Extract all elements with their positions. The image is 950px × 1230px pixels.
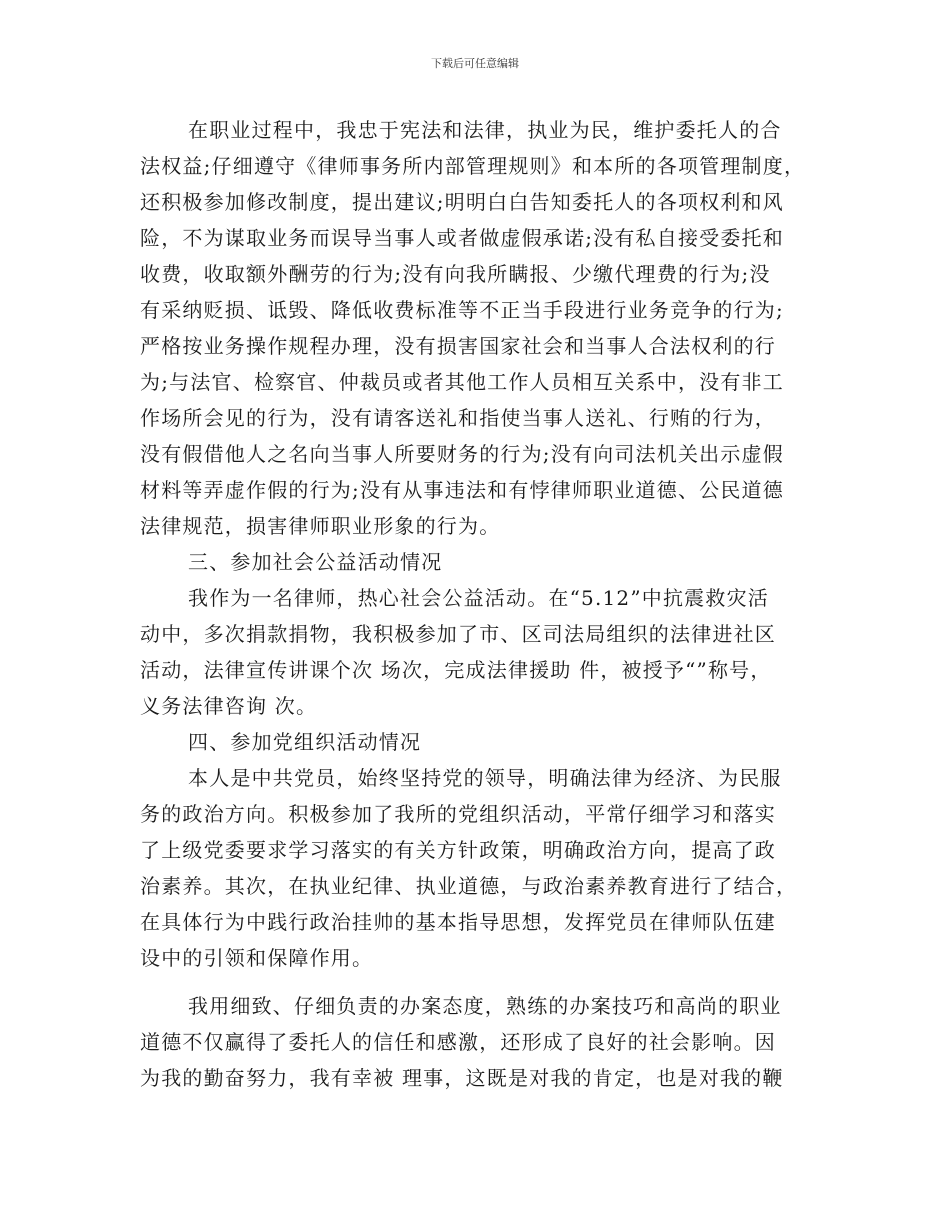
paragraph-line: 义务法律咨询 次。 xyxy=(140,694,318,718)
paragraph-line: 动中，多次捐款捐物，我积极参加了市、区司法局组织的法律进社区 xyxy=(140,622,776,646)
paragraph-line: 在具体行为中践行政治挂帅的基本指导思想，发挥党员在律师队伍建 xyxy=(140,910,776,934)
page-header: 下载后可任意编辑 xyxy=(431,57,519,70)
paragraph-line: 材料等弄虚作假的行为;没有从事违法和有悖律师职业道德、公民道德 xyxy=(140,478,784,502)
paragraph-line: 法律规范，损害律师职业形象的行为。 xyxy=(140,514,501,538)
paragraph-line: 险，不为谋取业务而误导当事人或者做虚假承诺;没有私自接受委托和 xyxy=(140,226,784,250)
section-heading: 四、参加党组织活动情况 xyxy=(188,730,422,754)
paragraph-line: 严格按业务操作规程办理，没有损害国家社会和当事人合法权利的行 xyxy=(140,334,776,358)
document-body xyxy=(140,112,815,1096)
paragraph-line: 作场所会见的行为，没有请客送礼和指使当事人送礼、行贿的行为， xyxy=(140,406,776,430)
paragraph-line: 还积极参加修改制度，提出建议;明明白白告知委托人的各项权利和风 xyxy=(140,190,784,214)
paragraph-line: 道德不仅赢得了委托人的信任和感激，还形成了良好的社会影响。因 xyxy=(140,1030,776,1054)
paragraph-gap xyxy=(140,976,815,988)
paragraph-line: 有采纳贬损、诋毁、降低收费标准等不正当手段进行业务竞争的行为; xyxy=(140,298,784,322)
paragraph-line: 为我的勤奋努力，我有幸被 理事，这既是对我的肯定，也是对我的鞭 xyxy=(140,1066,784,1090)
paragraph-line: 设中的引领和保障作用。 xyxy=(140,946,374,970)
paragraph-line: 我作为一名律师，热心社会公益活动。在“5.12”中抗震救灾活 xyxy=(188,586,769,610)
section-heading: 三、参加社会公益活动情况 xyxy=(188,550,443,574)
paragraph-line: 了上级党委要求学习落实的有关方针政策，明确政治方向，提高了政 xyxy=(140,838,776,862)
paragraph-line: 没有假借他人之名向当事人所要财务的行为;没有向司法机关出示虚假 xyxy=(140,442,784,466)
paragraph-line: 我用细致、仔细负责的办案态度，熟练的办案技巧和高尚的职业 xyxy=(188,994,782,1018)
paragraph-line: 收费，收取额外酬劳的行为;没有向我所瞒报、少缴代理费的行为;没 xyxy=(140,262,771,286)
paragraph-line: 在职业过程中，我忠于宪法和法律，执业为民，维护委托人的合 xyxy=(188,118,782,142)
paragraph-line: 活动，法律宣传讲课个次 场次，完成法律援助 件，被授予“”称号， xyxy=(140,658,772,682)
paragraph-line: 务的政治方向。积极参加了我所的党组织活动，平常仔细学习和落实 xyxy=(140,802,776,826)
paragraph-line: 本人是中共党员，始终坚持党的领导，明确法律为经济、为民服 xyxy=(188,766,782,790)
paragraph-line: 治素养。其次，在执业纪律、执业道德，与政治素养教育进行了结合， xyxy=(140,874,798,898)
paragraph-line: 为;与法官、检察官、仲裁员或者其他工作人员相互关系中，没有非工 xyxy=(140,370,784,394)
paragraph-line: 法权益;仔细遵守《律师事务所内部管理规则》和本所的各项管理制度， xyxy=(140,154,806,178)
